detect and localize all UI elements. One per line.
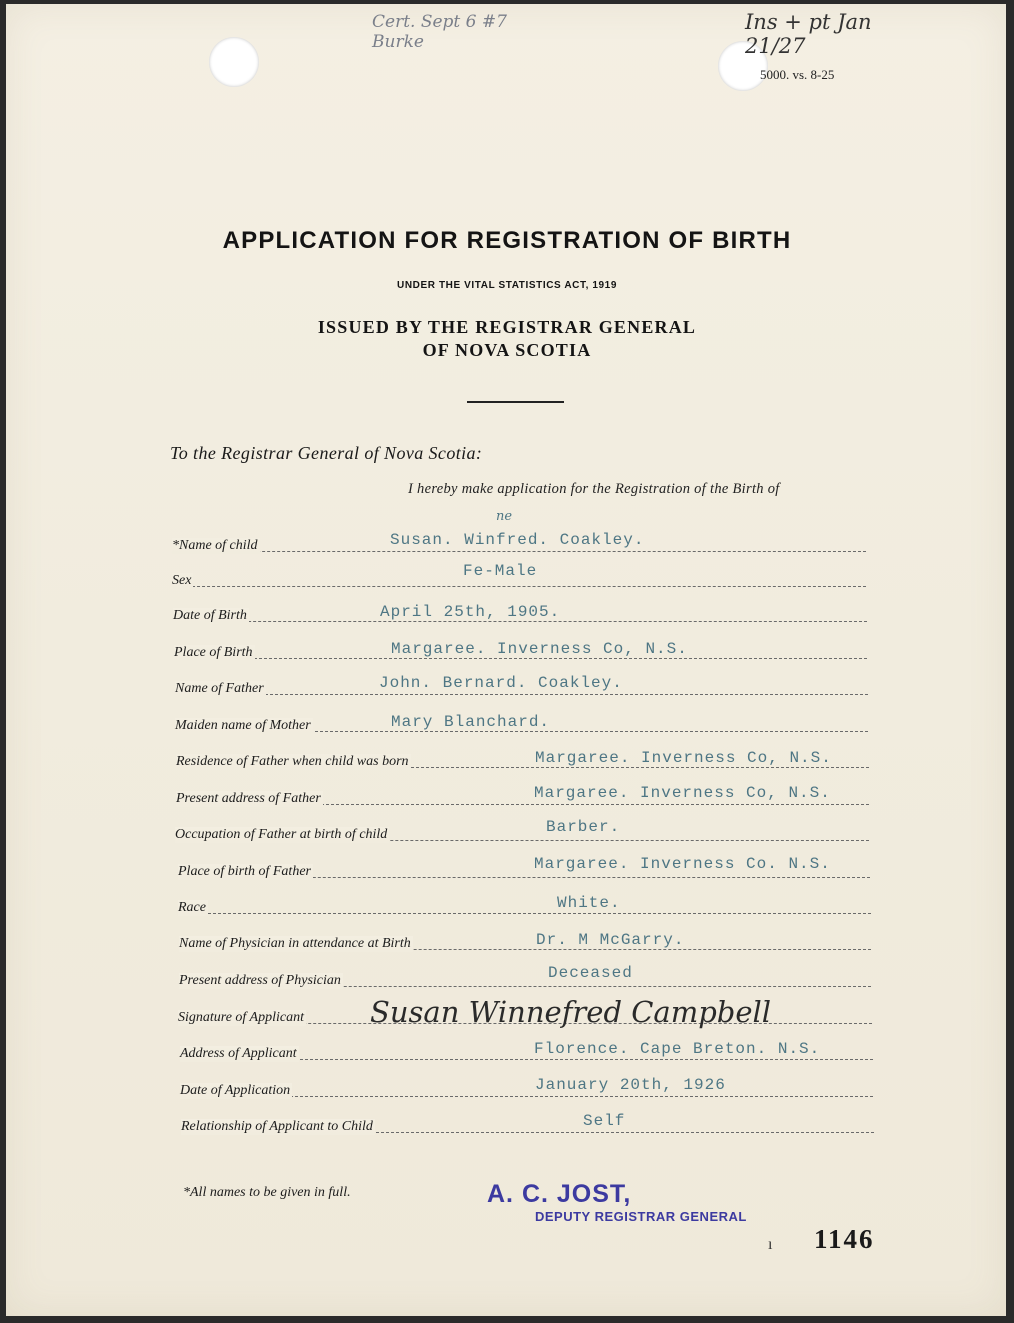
field-value: Deceased [548,964,633,982]
field-place-of-birth-of-father [178,857,870,881]
field-label: Present address of Physician [179,973,341,988]
field-place-of-birth [174,638,867,662]
file-number: 1146 [814,1224,875,1254]
footnote: *All names to be given in full. [183,1185,351,1200]
field-name-of-child [172,509,866,555]
field-date-of-birth [173,601,867,625]
field-label: Signature of Applicant [178,1010,304,1025]
issuer-line-1: ISSUED BY THE REGISTRAR GENERAL [317,317,697,337]
field-occupation-of-father [175,820,869,844]
field-value: Fe-Male [463,562,538,580]
signature-text: Susan Winnefred Campbell [370,995,772,1029]
field-label: Occupation of Father at birth of child [175,827,388,842]
applicant-signature [368,984,798,1036]
field-label: Name of Father [175,681,264,696]
field-label: Residence of Father when child was born [176,754,409,769]
field-label: Sex [172,573,192,588]
field-applicant-address [180,1039,873,1063]
salutation: To the Registrar General of Nova Scotia: [170,443,483,463]
field-label: Place of birth of Father [178,864,311,879]
field-value: January 20th, 1926 [535,1076,726,1094]
handwritten-note-top: Cert. Sept 6 #7 Burke [372,12,507,52]
form-code: 5000. vs. 8-25 [760,67,835,82]
registrar-stamp-title: DEPUTY REGISTRAR GENERAL [535,1209,747,1224]
field-label: *Name of child [172,538,258,553]
field-label: Race [178,900,206,915]
document-subtitle: UNDER THE VITAL STATISTICS ACT, 1919 [397,280,617,291]
field-label: Maiden name of Mother [175,718,311,733]
punch-hole-left [209,37,259,87]
field-label: Date of Application [180,1083,291,1098]
field-value: Barber. [546,818,621,836]
document-title: APPLICATION FOR REGISTRATION OF BIRTH [222,227,792,254]
field-label: Place of Birth [174,645,253,660]
field-physician-name [179,929,871,953]
field-label: Name of Physician in attendance at Birth [179,936,411,951]
field-relationship [181,1112,874,1136]
registrar-stamp-name: A. C. JOST, [487,1180,632,1208]
field-value: John. Bernard. Coakley. [379,674,623,692]
field-sex [172,562,866,590]
field-residence-of-father [176,747,869,771]
field-value: Self [583,1112,626,1130]
field-maiden-name-of-mother [175,711,868,735]
field-name-of-father [175,674,868,698]
issuer-line-2: OF NOVA SCOTIA [422,340,592,360]
tick-mark: ı [768,1236,773,1253]
field-value: Mary Blanchard. [391,713,551,731]
field-value: Margaree. Inverness Co, N.S. [534,784,831,802]
handwritten-note-right: Ins + pt Jan 21/27 [745,10,872,58]
field-label: Relationship of Applicant to Child [181,1119,373,1134]
field-label: Present address of Father [176,791,321,806]
field-date-of-application [180,1076,873,1100]
field-value: Florence. Cape Breton. N.S. [534,1040,821,1058]
field-race [178,893,871,917]
field-label: Date of Birth [173,608,247,623]
field-value: Susan. Winfred. Coakley. [390,531,645,549]
intro-text: I hereby make application for the Registration of the Birth of [408,481,780,497]
child-name-correction: ne [496,509,513,524]
field-value: Margaree. Inverness Co, N.S. [535,749,832,767]
field-value: Dr. M McGarry. [536,931,685,949]
field-value: White. [557,894,621,912]
field-value: April 25th, 1905. [380,603,561,621]
field-value: Margaree. Inverness Co, N.S. [391,640,688,658]
field-label: Address of Applicant [180,1046,297,1061]
title-divider [467,401,564,403]
field-value: Margaree. Inverness Co. N.S. [534,855,831,873]
field-present-address-of-father [176,784,869,808]
